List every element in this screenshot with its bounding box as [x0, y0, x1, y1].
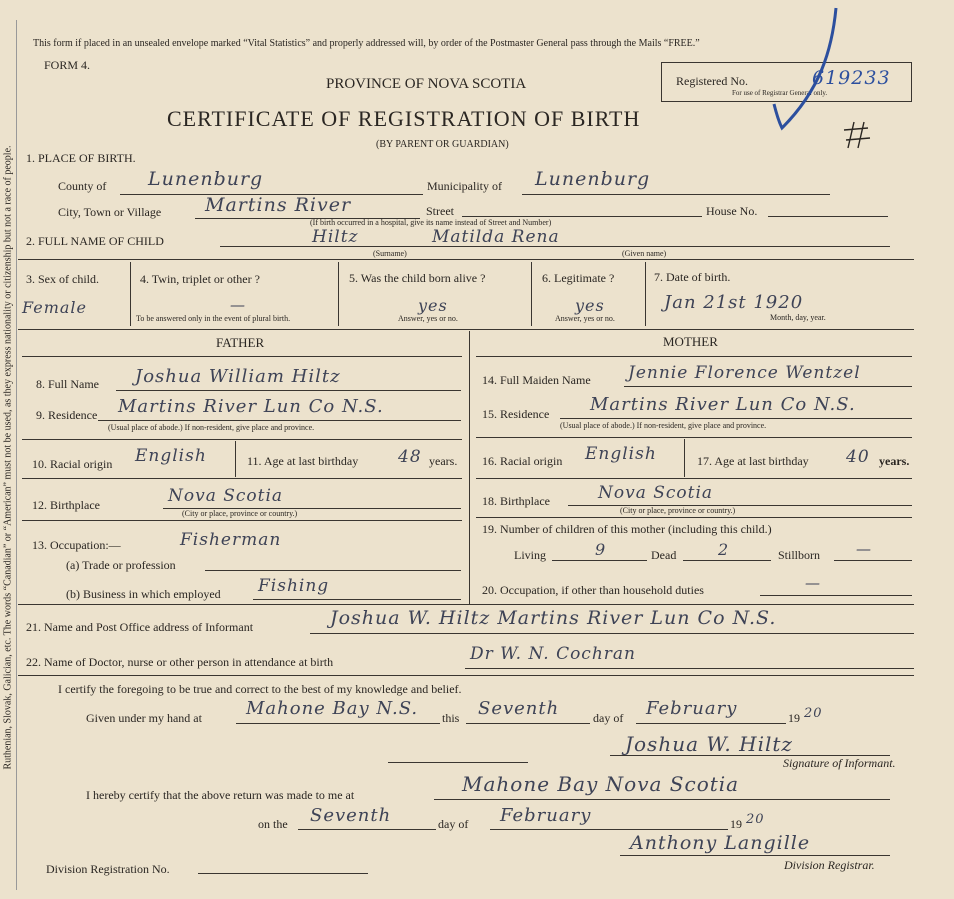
mother-rule	[476, 478, 912, 479]
division-registration-line	[198, 873, 368, 874]
street-label: Street	[426, 204, 454, 218]
father-trade-line	[205, 570, 461, 571]
house-no-line	[768, 216, 888, 217]
certify-text: I certify the foregoing to be true and correct to the best of my knowledge and belief.	[58, 682, 462, 696]
doctor-value: Dr W. N. Cochran	[470, 644, 636, 664]
father-heading-rule	[22, 356, 462, 357]
stillborn-label: Stillborn	[778, 548, 821, 562]
return-year-printed: 19	[730, 817, 742, 831]
registrar-signature: Anthony Langille	[630, 832, 811, 854]
mother-name-line	[624, 386, 912, 387]
form-number: FORM 4.	[44, 58, 91, 72]
registrar-label: Division Registrar.	[784, 858, 875, 872]
parents-divider	[469, 331, 470, 604]
alive-label: 5. Was the child born alive ?	[349, 271, 486, 285]
mother-racial-label: 16. Racial origin	[482, 454, 563, 468]
child-given-name: Matilda Rena	[432, 227, 560, 247]
date-of-birth-note: Month, day, year.	[770, 313, 826, 322]
page-title: CERTIFICATE OF REGISTRATION OF BIRTH	[167, 106, 641, 131]
row3-divider	[338, 262, 339, 326]
child-name-label: 2. FULL NAME OF CHILD	[26, 234, 164, 248]
county-value: Lunenburg	[148, 168, 264, 190]
date-of-birth-value: Jan 21st 1920	[664, 292, 804, 313]
father-age-label: 11. Age at last birthday	[247, 454, 359, 468]
row3-divider	[130, 262, 131, 326]
living-line	[552, 560, 647, 561]
city-value: Martins River	[205, 194, 352, 216]
given-place-line	[236, 723, 440, 724]
father-residence-value: Martins River Lun Co N.S.	[118, 396, 384, 417]
informant-value: Joshua W. Hiltz Martins River Lun Co N.S.	[330, 607, 777, 629]
return-month-line	[490, 829, 728, 830]
father-residence-note: (Usual place of abode.) If non-resident, give place and province.	[108, 423, 315, 432]
row3-top-rule	[18, 259, 914, 260]
place-of-birth-heading: 1. PLACE OF BIRTH.	[26, 151, 136, 165]
father-years-label: years.	[429, 454, 458, 468]
twin-note: To be answered only in the event of plural birth.	[136, 314, 291, 323]
father-occupation-label: 13. Occupation:—	[32, 538, 121, 552]
registrar-mark	[842, 118, 872, 154]
informant-signature: Joshua W. Hiltz	[625, 732, 793, 756]
father-racial-label: 10. Racial origin	[32, 457, 113, 471]
legitimate-label: 6. Legitimate ?	[542, 271, 615, 285]
living-value: 9	[595, 540, 607, 559]
subtitle: (BY PARENT OR GUARDIAN)	[376, 139, 509, 150]
father-birthplace-value: Nova Scotia	[168, 486, 284, 506]
date-of-birth-label: 7. Date of birth.	[654, 270, 731, 284]
stillborn-line	[834, 560, 912, 561]
mother-rule	[476, 517, 912, 518]
sex-label: 3. Sex of child.	[26, 272, 99, 286]
return-day-line	[298, 829, 436, 830]
father-residence-line	[98, 420, 461, 421]
child-surname: Hiltz	[312, 227, 359, 247]
father-business-line	[253, 599, 461, 600]
father-occupation-value: Fisherman	[180, 530, 282, 550]
mail-notice: This form if placed in an unsealed envelope marked “Vital Statistics” and properly addressed will, by order of the Postmaster General pass through the Mails “FREE.”	[33, 38, 700, 49]
on-the-label: on the	[258, 817, 288, 831]
province-heading: PROVINCE OF NOVA SCOTIA	[326, 76, 527, 92]
mother-residence-note: (Usual place of abode.) If non-resident, give place and province.	[560, 421, 767, 430]
informant-line	[310, 633, 914, 634]
mother-age-label: 17. Age at last birthday	[697, 454, 809, 468]
return-day-value: Seventh	[310, 805, 392, 826]
division-registration-label: Division Registration No.	[46, 862, 170, 876]
return-year-written: 20	[746, 812, 765, 827]
mother-occupation-label: 20. Occupation, if other than household duties	[482, 583, 704, 597]
row3-divider	[645, 262, 646, 326]
mother-rule	[476, 437, 912, 438]
father-name-value: Joshua William Hiltz	[135, 366, 341, 387]
registered-number: 619233	[812, 67, 891, 89]
registered-label: Registered No.	[676, 74, 748, 88]
month-line	[636, 723, 786, 724]
return-month-value: February	[500, 805, 592, 826]
signature-label: Signature of Informant.	[783, 756, 896, 770]
father-business-label: (b) Business in which employed	[66, 587, 221, 601]
municipality-value: Lunenburg	[535, 168, 651, 190]
street-note: (If birth occurred in a hospital, give its name instead of Street and Number)	[310, 218, 552, 227]
return-text: I hereby certify that the above return was made to me at	[86, 788, 355, 802]
father-rule	[22, 439, 462, 440]
mother-birthplace-note: (City or place, province or country.)	[620, 506, 736, 515]
return-place-value: Mahone Bay Nova Scotia	[462, 772, 740, 796]
father-name-line	[116, 390, 461, 391]
stillborn-value: —	[856, 540, 872, 558]
surname-note: (Surname)	[373, 249, 407, 258]
county-label: County of	[58, 179, 107, 193]
alive-note: Answer, yes or no.	[398, 314, 458, 323]
father-age-divider	[235, 441, 236, 477]
mother-heading-rule	[476, 356, 912, 357]
given-year-printed: 19	[788, 711, 800, 725]
given-day-value: Seventh	[478, 698, 560, 719]
alive-value: yes	[418, 296, 448, 315]
municipality-label: Municipality of	[427, 179, 502, 193]
dead-value: 2	[718, 540, 730, 559]
mother-heading: MOTHER	[663, 334, 718, 349]
day-of-label: day of	[593, 711, 624, 725]
father-rule	[22, 520, 462, 521]
doctor-line	[465, 668, 914, 669]
pencil-check-mark	[770, 0, 850, 140]
house-no-label: House No.	[706, 204, 758, 218]
children-count-label: 19. Number of children of this mother (including this child.)	[482, 522, 772, 536]
father-birthplace-label: 12. Birthplace	[32, 498, 100, 512]
dead-label: Dead	[651, 548, 677, 562]
father-racial-value: English	[135, 446, 207, 466]
mother-residence-line	[560, 418, 912, 419]
municipality-line	[522, 194, 830, 195]
father-name-label: 8. Full Name	[36, 377, 99, 391]
father-business-value: Fishing	[258, 576, 330, 596]
father-age-value: 48	[398, 447, 422, 467]
mother-residence-value: Martins River Lun Co N.S.	[590, 394, 856, 415]
mother-name-value: Jennie Florence Wentzel	[628, 363, 861, 383]
mother-birthplace-label: 18. Birthplace	[482, 494, 550, 508]
city-label: City, Town or Village	[58, 205, 162, 219]
side-note: Ruthenian, Slovak, Galician, etc. The words “Canadian” or “American” must not be used, as they express nationality or citizenship but not a race of people.	[2, 145, 14, 770]
given-month-value: February	[646, 698, 738, 719]
mother-occupation-value: —	[805, 574, 821, 592]
legitimate-value: yes	[575, 296, 605, 315]
certify-top-rule	[18, 675, 914, 676]
informant-label: 21. Name and Post Office address of Informant	[26, 620, 254, 634]
twin-value: —	[230, 296, 246, 314]
street-line	[462, 216, 702, 217]
mother-residence-label: 15. Residence	[482, 407, 550, 421]
row3-bottom-rule	[18, 329, 914, 330]
given-under-label: Given under my hand at	[86, 711, 202, 725]
this-label: this	[442, 711, 460, 725]
certify-divider	[388, 762, 528, 763]
mother-birthplace-value: Nova Scotia	[598, 483, 714, 503]
given-note: (Given name)	[622, 249, 667, 258]
mother-age-divider	[684, 439, 685, 477]
father-trade-label: (a) Trade or profession	[66, 558, 176, 572]
given-place-value: Mahone Bay N.S.	[246, 698, 419, 719]
given-year-written: 20	[804, 706, 823, 721]
legitimate-note: Answer, yes or no.	[555, 314, 615, 323]
father-rule	[22, 478, 462, 479]
parents-bottom-rule	[18, 604, 914, 605]
day-line	[466, 723, 590, 724]
return-place-line	[434, 799, 890, 800]
father-birthplace-note: (City or place, province or country.)	[182, 509, 298, 518]
mother-name-label: 14. Full Maiden Name	[482, 373, 591, 387]
dead-line	[683, 560, 771, 561]
return-day-of-label: day of	[438, 817, 469, 831]
mother-racial-value: English	[585, 444, 657, 464]
doctor-label: 22. Name of Doctor, nurse or other person in attendance at birth	[26, 655, 334, 669]
living-label: Living	[514, 548, 546, 562]
margin-rule	[16, 20, 17, 890]
twin-label: 4. Twin, triplet or other ?	[140, 272, 260, 286]
mother-occupation-line	[760, 595, 912, 596]
father-heading: FATHER	[216, 335, 265, 350]
row3-divider	[531, 262, 532, 326]
sex-value: Female	[22, 298, 87, 317]
mother-years-label: years.	[879, 454, 910, 468]
registered-note: For use of Registrar General only.	[732, 89, 828, 97]
father-residence-label: 9. Residence	[36, 408, 98, 422]
mother-age-value: 40	[846, 447, 870, 467]
registrar-signature-line	[620, 855, 890, 856]
